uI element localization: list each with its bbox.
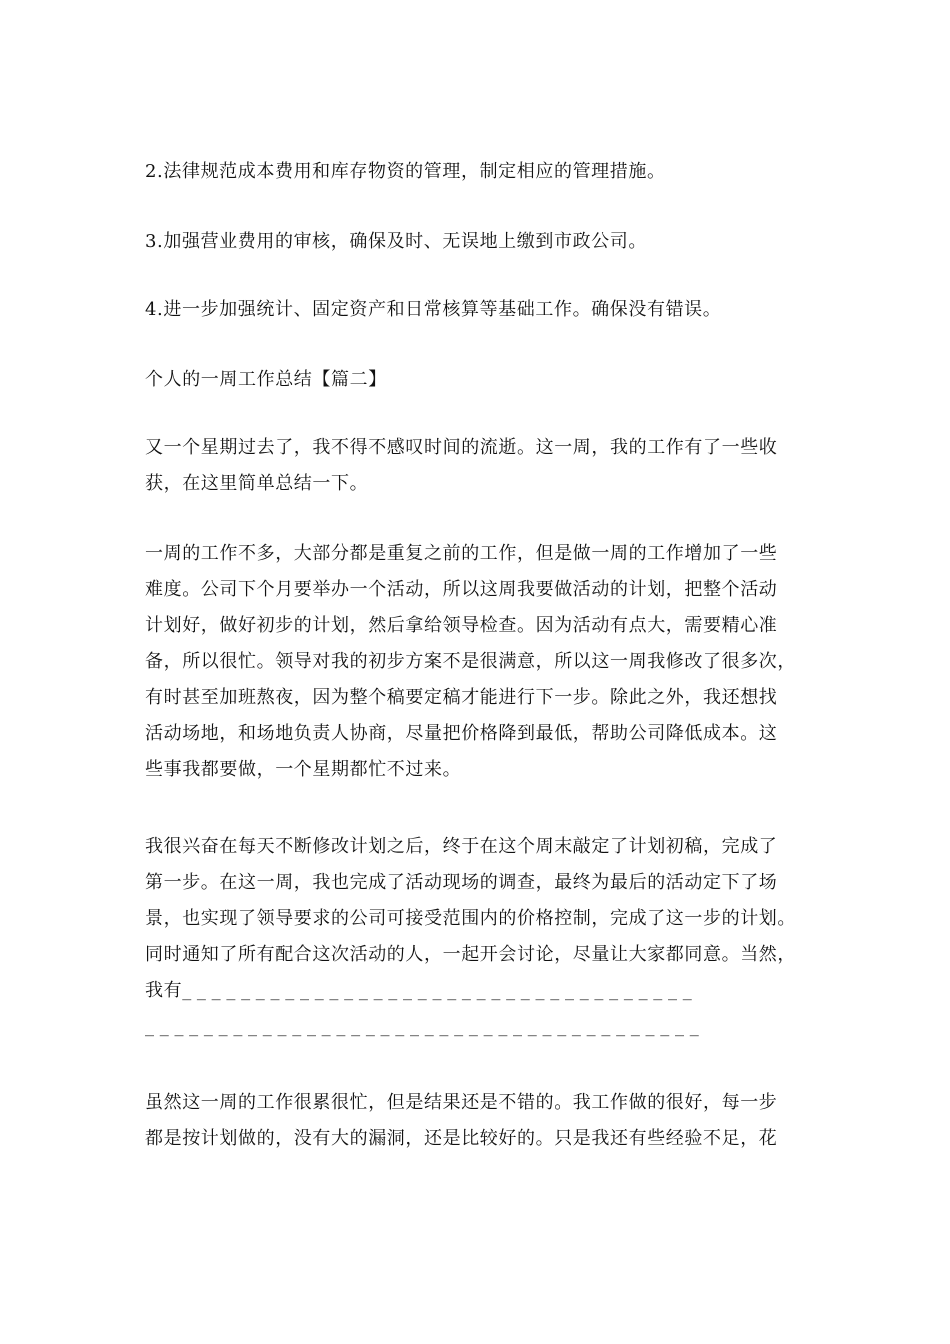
paragraph-line: 第一步。在这一周，我也完成了活动现场的调查，最终为最后的活动定下了场 <box>145 872 778 893</box>
list-item-2: 2.法律规范成本费用和库存物资的管理，制定相应的管理措施。 <box>145 161 666 182</box>
paragraph-line: 虽然这一周的工作很累很忙，但是结果还是不错的。我工作做的很好，每一步 <box>145 1092 778 1113</box>
list-item-3: 3.加强营业费用的审核，确保及时、无误地上缴到市政公司。 <box>145 231 647 252</box>
paragraph-line: 我很兴奋在每天不断修改计划之后，终于在这个周末敲定了计划初稿，完成了 <box>145 836 778 857</box>
paragraph-line-with-blank <box>145 973 805 1009</box>
list-item-4: 4.进一步加强统计、固定资产和日常核算等基础工作。确保没有错误。 <box>145 299 722 320</box>
paragraph-line: 活动场地，和场地负责人协商，尽量把价格降到最低，帮助公司降低成本。这 <box>145 723 778 744</box>
paragraph-line: 些事我都要做，一个星期都忙不过来。 <box>145 759 462 780</box>
paragraph-line: 计划好，做好初步的计划，然后拿给领导检查。因为活动有点大，需要精心准 <box>145 615 778 636</box>
paragraph-4 <box>145 1085 805 1157</box>
paragraph-line: 又一个星期过去了，我不得不感叹时间的流逝。这一周，我的工作有了一些收 <box>145 437 778 458</box>
paragraph-text: 我有 <box>145 980 183 1001</box>
paragraph-1 <box>145 430 805 502</box>
paragraph-line: 有时甚至加班熬夜，因为整个稿要定稿才能进行下一步。除此之外，我还想找 <box>145 687 778 708</box>
redaction-dashes: _ _ _ _ _ _ _ _ _ _ _ _ _ _ _ _ _ _ _ _ _ _ _ _ _ _ _ _ _ _ _ _ _ _ _ <box>182 980 692 1001</box>
paragraph-line: 同时通知了所有配合这次活动的人，一起开会讨论，尽量让大家都同意。当然， <box>145 944 796 965</box>
section-heading: 个人的一周工作总结【篇二】 <box>145 369 387 390</box>
paragraph-line: 难度。公司下个月要举办一个活动，所以这周我要做活动的计划，把整个活动 <box>145 579 778 600</box>
redaction-dashes: _ _ _ _ _ _ _ _ _ _ _ _ _ _ _ _ _ _ _ _ _ _ _ _ _ _ _ _ _ _ _ _ _ _ _ _ _ _ <box>145 1016 699 1037</box>
paragraph-line: 一周的工作不多，大部分都是重复之前的工作，但是做一周的工作增加了一些 <box>145 543 778 564</box>
paragraph-3 <box>145 829 805 1045</box>
paragraph-line: 都是按计划做的，没有大的漏洞，还是比较好的。只是我还有些经验不足，花 <box>145 1128 778 1149</box>
paragraph-2 <box>145 536 805 788</box>
paragraph-line: 景，也实现了领导要求的公司可接受范围内的价格控制，完成了这一步的计划。 <box>145 908 796 929</box>
paragraph-line: 获，在这里简单总结一下。 <box>145 473 369 494</box>
paragraph-line: 备，所以很忙。领导对我的初步方案不是很满意，所以这一周我修改了很多次， <box>145 651 796 672</box>
